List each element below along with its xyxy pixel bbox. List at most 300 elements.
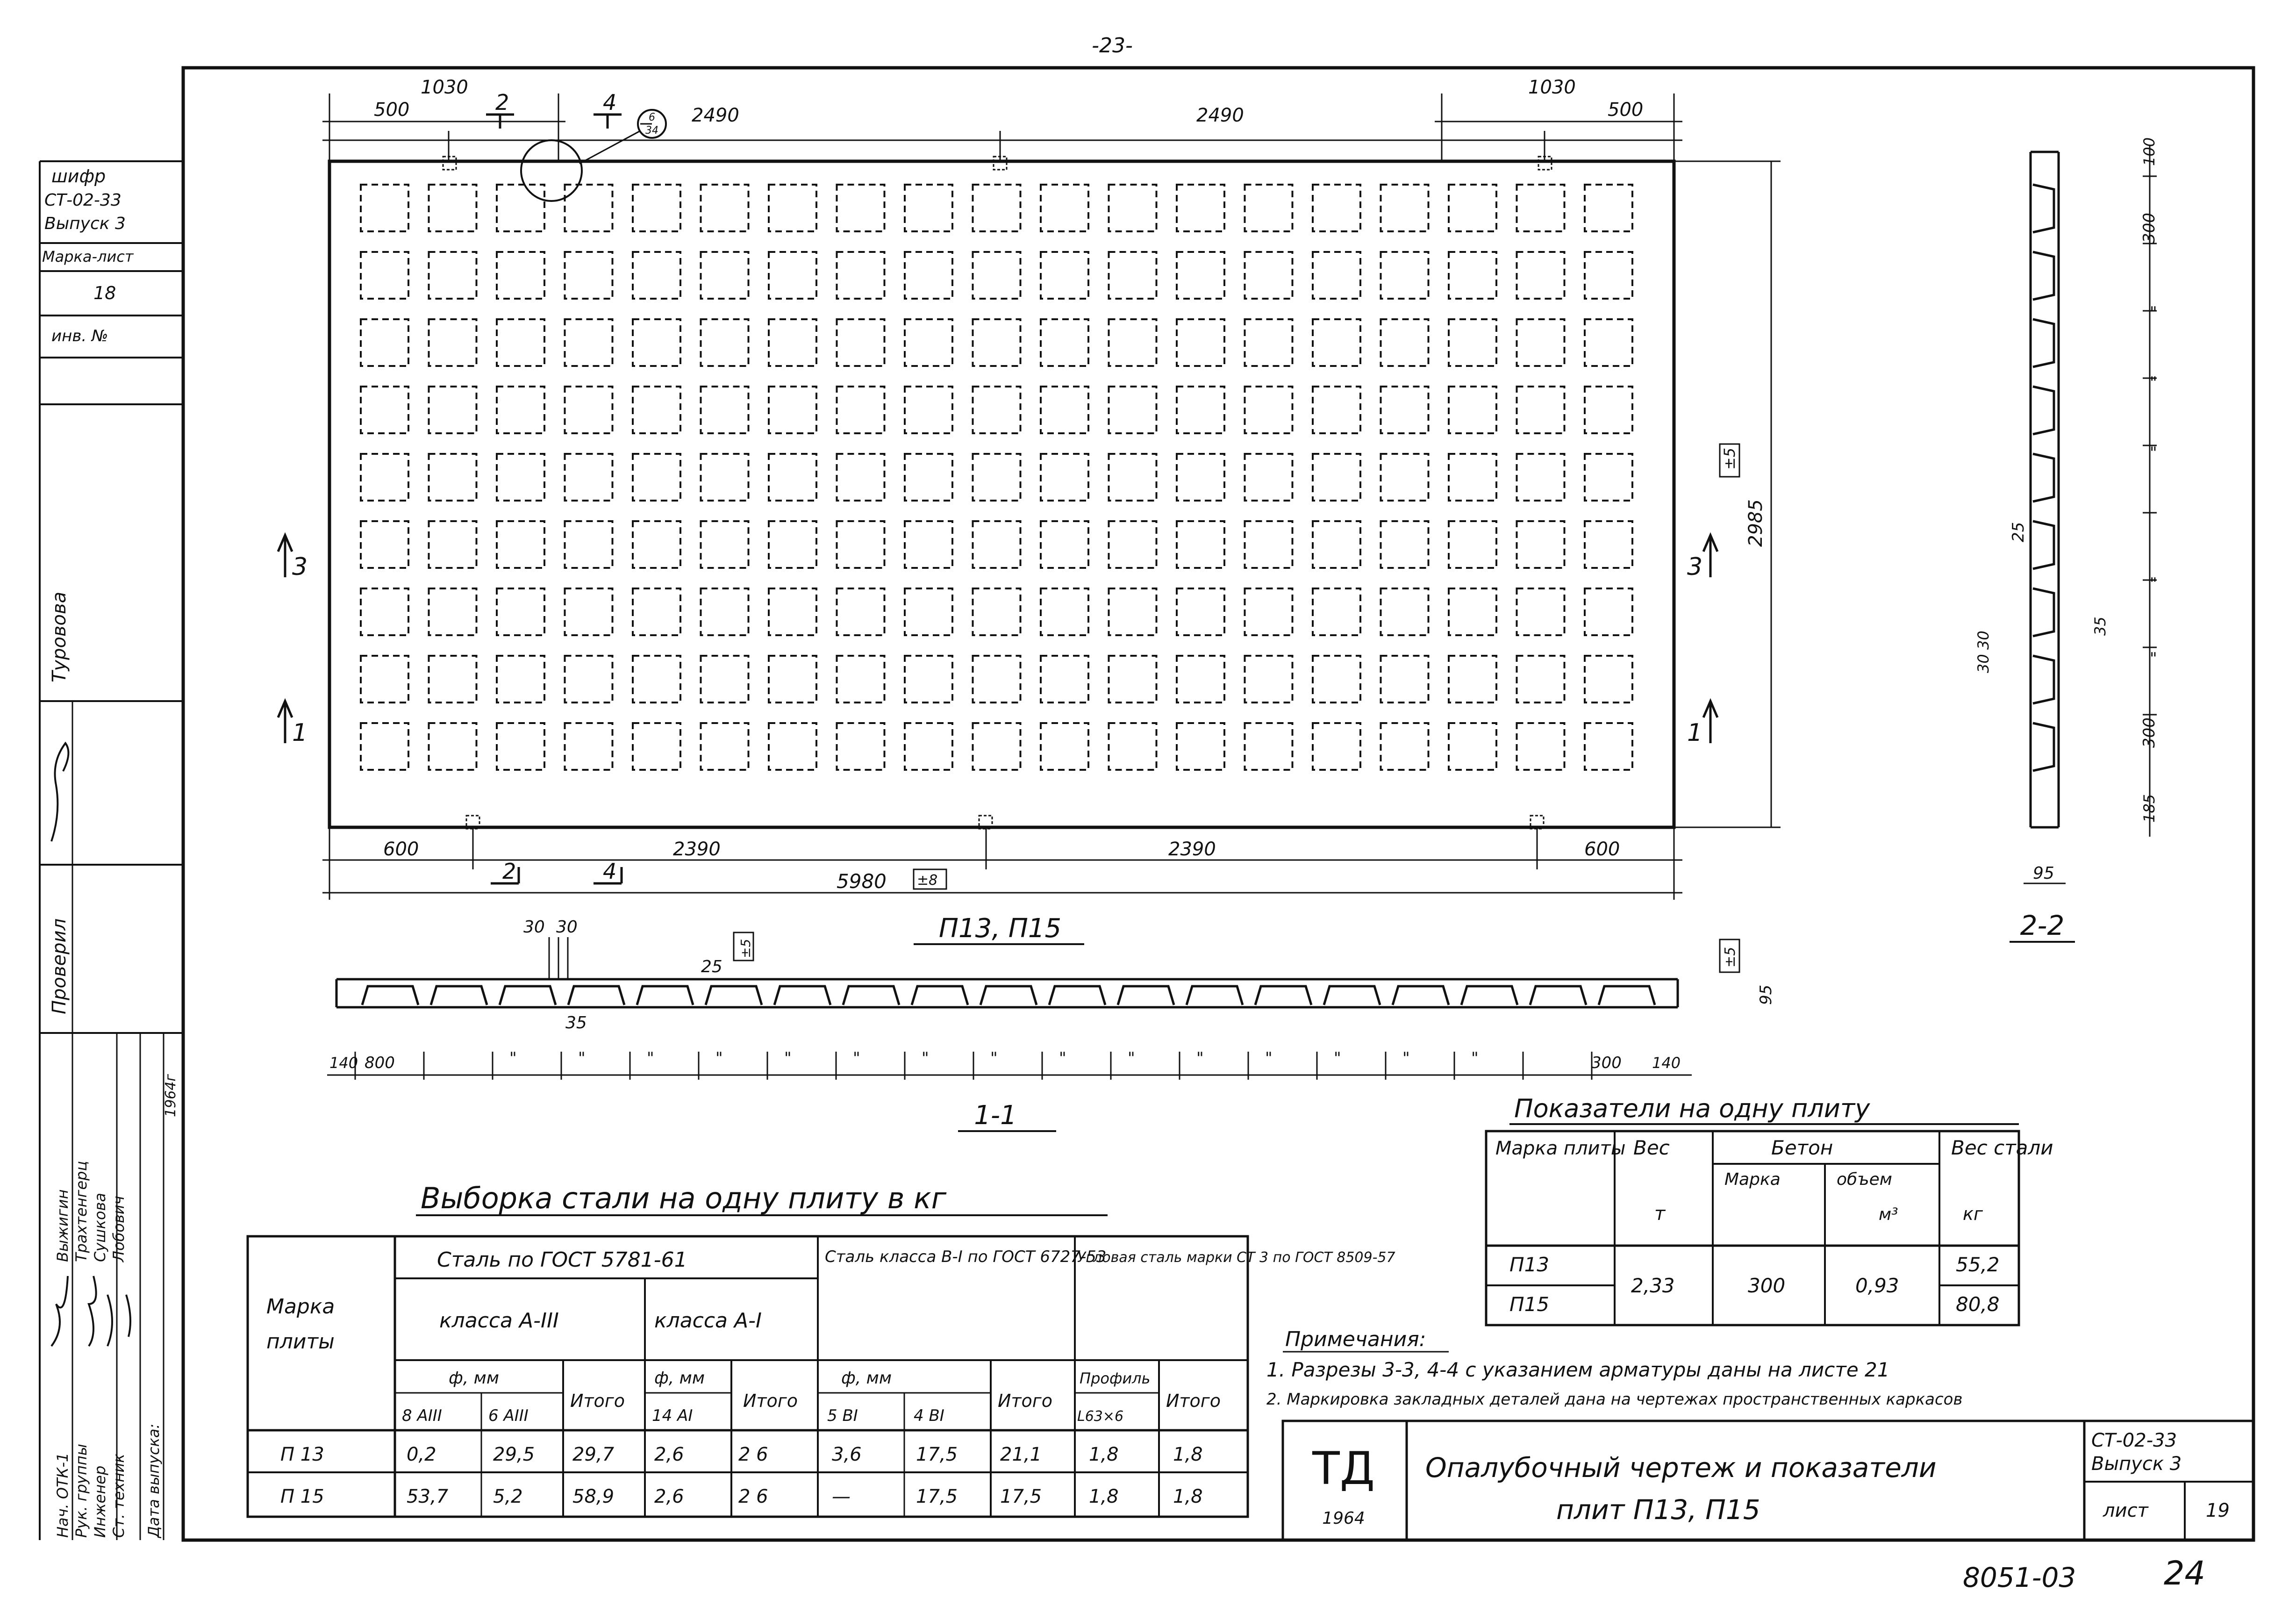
void-cell <box>497 319 544 366</box>
void-cell <box>1585 387 1632 433</box>
void-cell <box>1313 656 1360 703</box>
void-cell <box>1381 521 1429 568</box>
ind-concrete-mark: 300 <box>1748 1274 1786 1297</box>
void-cell <box>633 252 680 299</box>
sec22-dim-185: 185 <box>2140 794 2158 823</box>
void-cell <box>1109 521 1157 568</box>
section-mark-1-right: 1 <box>1687 719 1703 747</box>
void-cell <box>429 387 477 433</box>
steel-head-b1: Сталь класса В-I по ГОСТ 6727-53 <box>825 1248 1107 1266</box>
void-cell <box>1381 588 1429 635</box>
ditto-mark: " <box>784 1049 792 1068</box>
void-cell <box>429 319 477 366</box>
dim-bottom-600-right: 600 <box>1584 839 1620 860</box>
sec11-dim-140-right: 140 <box>1652 1054 1681 1072</box>
stamp-mark-sheet: 18 <box>93 283 116 303</box>
void-cell <box>837 723 885 770</box>
section-mark-4-top: 4 <box>603 90 617 115</box>
void-cell <box>1517 252 1565 299</box>
sec11-dim-140-left: 140 <box>329 1054 358 1072</box>
void-cell <box>1109 387 1157 433</box>
steel-row-mark: П 13 <box>280 1444 324 1465</box>
void-cell <box>565 723 613 770</box>
ditto-mark: " <box>1471 1049 1479 1068</box>
void-cell <box>429 521 477 568</box>
void-cell <box>1517 454 1565 501</box>
void-cell <box>497 521 544 568</box>
void-cell <box>1109 185 1157 231</box>
dim-total-length: 5980 <box>837 870 887 893</box>
ditto-mark: " <box>2150 649 2157 668</box>
steel-sub-8a3: 8 АIII <box>402 1406 442 1425</box>
void-cell <box>701 252 749 299</box>
section-void <box>2033 185 2054 232</box>
stamp-checked-label: Проверил <box>49 918 70 1014</box>
plan-view <box>278 77 1781 944</box>
logo-year: 1964 <box>1322 1509 1365 1528</box>
void-cell <box>633 723 680 770</box>
void-cell <box>1381 387 1429 433</box>
stamp-cipher-label: шифр <box>51 166 106 186</box>
ditto-mark: " <box>1128 1049 1135 1068</box>
stamp-signature-1 <box>51 743 68 841</box>
void-cell <box>1177 387 1224 433</box>
steel-rows <box>280 1444 1203 1507</box>
void-cell <box>633 387 680 433</box>
void-cell <box>633 588 680 635</box>
void-cell <box>565 387 613 433</box>
void-cell <box>1109 656 1157 703</box>
void-cell <box>701 454 749 501</box>
stamp-name-2: Трахтенгерц <box>72 1161 90 1262</box>
void-cell <box>769 454 816 501</box>
ind-head-steel: Вес стали <box>1951 1136 2053 1159</box>
void-cell <box>1517 521 1565 568</box>
void-cell <box>769 723 816 770</box>
void-cell <box>1041 319 1088 366</box>
note-1: 1. Разрезы 3-3, 4-4 с указанием арматуры даны на листе 21 <box>1266 1358 1890 1381</box>
ind-head-volume: объем <box>1837 1170 1892 1189</box>
steel-head-profile: Профиль <box>1080 1369 1151 1387</box>
section-mark-3-left: 3 <box>292 553 308 581</box>
void-cell <box>497 185 544 231</box>
sec11-tol-a: ±5 <box>738 939 753 958</box>
void-cell <box>1177 319 1224 366</box>
void-cell <box>1381 252 1429 299</box>
void-cell <box>1313 252 1360 299</box>
sec22-dim-30a: 30 <box>1974 654 1992 673</box>
steel-cell: 29,7 <box>572 1444 615 1465</box>
void-cell <box>361 454 408 501</box>
page-number: -23- <box>1092 34 1133 57</box>
void-cell <box>1245 656 1293 703</box>
void-cell <box>905 656 952 703</box>
title-block <box>1283 1421 2253 1540</box>
dim-top-2490-left: 2490 <box>692 105 739 126</box>
note-2: 2. Маркировка закладных деталей дана на чертежах пространственных каркасов <box>1266 1390 1963 1409</box>
section-void <box>2033 387 2054 434</box>
tb-issue: Выпуск 3 <box>2091 1453 2182 1475</box>
void-cell <box>1041 387 1088 433</box>
section-void <box>706 986 762 1005</box>
void-cell <box>1517 723 1565 770</box>
section-void <box>2033 319 2054 367</box>
section-mark-2-bottom: 2 <box>502 859 516 884</box>
void-cell <box>429 252 477 299</box>
void-cell <box>1177 454 1224 501</box>
void-cell <box>1245 387 1293 433</box>
steel-head-total-a1: Итого <box>743 1391 798 1411</box>
void-cell <box>1109 319 1157 366</box>
ditto-mark: " <box>647 1049 654 1068</box>
ind-row1-mark: П13 <box>1509 1253 1550 1276</box>
void-cell <box>905 454 952 501</box>
void-cell <box>1517 588 1565 635</box>
ditto-mark: " <box>922 1049 929 1068</box>
void-cell <box>1245 723 1293 770</box>
section-2-2-caption: 2-2 <box>2020 910 2065 941</box>
dim-height: 2985 <box>1745 499 1767 547</box>
void-cell <box>1449 387 1496 433</box>
ind-volume: 0,93 <box>1855 1274 1899 1297</box>
ditto-mark: " <box>2150 373 2157 392</box>
void-cell <box>769 319 816 366</box>
stamp-cipher: СТ-02-33 <box>44 191 122 210</box>
void-cell <box>565 252 613 299</box>
title-line-1: Опалубочный чертеж и показатели <box>1425 1452 1937 1484</box>
notes-title: Примечания: <box>1285 1327 1426 1351</box>
void-cell <box>361 588 408 635</box>
void-cell <box>633 319 680 366</box>
steel-cell: 1,8 <box>1173 1486 1203 1507</box>
steel-cell: 5,2 <box>493 1486 523 1507</box>
sec11-tol-b: ±5 <box>1722 946 1738 968</box>
void-cell <box>361 723 408 770</box>
ind-head-concrete: Бетон <box>1771 1136 1833 1159</box>
void-grid <box>361 185 1632 770</box>
void-cell <box>837 252 885 299</box>
void-cell <box>1245 588 1293 635</box>
void-cell <box>1041 588 1088 635</box>
steel-head-gost5781: Сталь по ГОСТ 5781-61 <box>437 1248 687 1272</box>
callout-tag-bottom: 34 <box>645 125 658 136</box>
ditto-mark: " <box>1059 1049 1066 1068</box>
void-cell <box>1381 454 1429 501</box>
section-void <box>1187 986 1243 1005</box>
void-cell <box>633 521 680 568</box>
void-cell <box>1109 454 1157 501</box>
void-cell <box>837 387 885 433</box>
steel-cell: 0,2 <box>407 1444 436 1465</box>
void-cell <box>701 319 749 366</box>
void-cell <box>769 185 816 231</box>
archive-page: 24 <box>2164 1554 2206 1592</box>
void-cell <box>361 252 408 299</box>
void-cell <box>1245 521 1293 568</box>
void-cell <box>1313 185 1360 231</box>
void-cell <box>1449 252 1496 299</box>
void-cell <box>361 319 408 366</box>
sec11-dim-35: 35 <box>565 1013 587 1032</box>
steel-cell: 2,6 <box>654 1486 684 1507</box>
steel-cell: 17,5 <box>916 1444 958 1465</box>
section-1-1-voids <box>355 986 1655 1080</box>
void-cell <box>973 454 1021 501</box>
void-cell <box>1041 656 1088 703</box>
section-mark-2-top: 2 <box>495 90 509 115</box>
stamp-issue: Выпуск 3 <box>44 214 126 233</box>
ind-head-weight-unit: т <box>1654 1203 1666 1225</box>
void-cell <box>1449 588 1496 635</box>
steel-cell: 21,1 <box>1000 1444 1042 1465</box>
sec11-ditto-marks <box>509 1049 1479 1068</box>
section-1-1-caption: 1-1 <box>974 1100 1017 1131</box>
void-cell <box>769 387 816 433</box>
steel-sub-6a3: 6 АIII <box>488 1406 529 1425</box>
void-cell <box>1381 656 1429 703</box>
section-void <box>2033 454 2054 502</box>
void-cell <box>1449 319 1496 366</box>
void-cell <box>1585 723 1632 770</box>
stamp-name-4: Лобович <box>110 1196 128 1262</box>
void-cell <box>973 656 1021 703</box>
stamp-role-1: Нач. ОТК-1 <box>54 1452 72 1538</box>
void-cell <box>565 588 613 635</box>
void-cell <box>1449 185 1496 231</box>
dim-top-2490-right: 2490 <box>1196 105 1244 126</box>
steel-head-mark-1: Марка <box>266 1295 335 1319</box>
void-cell <box>361 521 408 568</box>
void-cell <box>837 656 885 703</box>
steel-head-angle: Угловая сталь марки СТ 3 по ГОСТ 8509-57 <box>1077 1249 1395 1266</box>
void-cell <box>1177 252 1224 299</box>
void-cell <box>565 454 613 501</box>
section-void <box>2033 656 2054 703</box>
void-cell <box>1517 656 1565 703</box>
void-cell <box>1381 185 1429 231</box>
void-cell <box>973 319 1021 366</box>
section-void <box>912 986 968 1005</box>
stamp-role-4: Ст. техник <box>110 1454 128 1538</box>
void-cell <box>1177 656 1224 703</box>
ditto-mark: " <box>1334 1049 1341 1068</box>
void-cell <box>1177 185 1224 231</box>
tb-sheet-no: 19 <box>2206 1500 2230 1521</box>
section-mark-4-bottom: 4 <box>603 859 617 884</box>
steel-cell: 53,7 <box>407 1486 449 1507</box>
dim-bottom-600-left: 600 <box>383 839 419 860</box>
steel-table <box>248 1181 1395 1517</box>
void-cell <box>769 588 816 635</box>
archive-number: 8051-03 <box>1963 1562 2076 1593</box>
void-cell <box>497 588 544 635</box>
void-cell <box>905 521 952 568</box>
stamp-role-5: Дата выпуска: <box>145 1423 163 1538</box>
steel-head-total-angle: Итого <box>1166 1391 1221 1411</box>
steel-title: Выборка стали на одну плиту в кг <box>421 1181 947 1215</box>
section-void <box>1118 986 1174 1005</box>
section-void <box>1530 986 1586 1005</box>
section-void <box>500 986 556 1005</box>
steel-head-dia-a1: ф, мм <box>654 1369 705 1388</box>
steel-cell: 2 6 <box>738 1444 768 1465</box>
section-mark-1-left: 1 <box>292 719 308 747</box>
void-cell <box>1041 723 1088 770</box>
void-cell <box>1313 723 1360 770</box>
void-cell <box>429 588 477 635</box>
plate-outline <box>329 161 1674 827</box>
void-cell <box>1245 454 1293 501</box>
section-2-2 <box>1974 137 2159 942</box>
ditto-mark: " <box>509 1049 517 1068</box>
section-void <box>2033 252 2054 300</box>
tol-height: ±5 <box>1721 447 1738 470</box>
void-cell <box>973 588 1021 635</box>
ditto-mark: " <box>715 1049 723 1068</box>
void-cell <box>701 588 749 635</box>
logo-td: ТД <box>1312 1442 1375 1495</box>
void-cell <box>837 454 885 501</box>
stamp-role-2: Рук. группы <box>72 1443 90 1538</box>
ind-head-concrete-mark: Марка <box>1724 1170 1781 1189</box>
ditto-mark: " <box>990 1049 998 1068</box>
sec11-dim-30b: 30 <box>556 918 578 937</box>
void-cell <box>769 252 816 299</box>
sec22-dim-35: 35 <box>2091 617 2109 636</box>
section-void <box>1393 986 1449 1005</box>
section-void <box>1599 986 1655 1005</box>
steel-sub-14a1: 14 АI <box>652 1406 693 1425</box>
void-cell <box>905 588 952 635</box>
ditto-mark: " <box>1402 1049 1410 1068</box>
void-cell <box>973 521 1021 568</box>
ditto-mark: " <box>2150 303 2157 322</box>
stamp-mark-sheet-label: Марка-лист <box>42 248 134 265</box>
section-void <box>1324 986 1380 1005</box>
dim-bottom-2390-left: 2390 <box>673 839 721 860</box>
dim-top-500-left: 500 <box>374 99 410 121</box>
tb-sheet-label: лист <box>2103 1500 2148 1521</box>
void-cell <box>1109 588 1157 635</box>
sec22-dim-25: 25 <box>2009 522 2028 542</box>
void-cell <box>973 185 1021 231</box>
void-cell <box>429 723 477 770</box>
void-cell <box>633 454 680 501</box>
steel-cell: 17,5 <box>916 1486 958 1507</box>
steel-row-mark: П 15 <box>280 1486 324 1507</box>
void-cell <box>701 723 749 770</box>
void-cell <box>497 723 544 770</box>
void-cell <box>1585 521 1632 568</box>
void-cell <box>1313 454 1360 501</box>
sec22-dim-300-bottom: 300 <box>2140 717 2159 748</box>
void-cell <box>429 656 477 703</box>
void-cell <box>1585 185 1632 231</box>
steel-sub-5b1: 5 ВI <box>827 1406 858 1425</box>
stamp-name-3: Сушкова <box>91 1193 109 1262</box>
tol-length: ±8 <box>917 872 938 889</box>
void-cell <box>905 319 952 366</box>
void-cell <box>565 656 613 703</box>
ind-weight: 2,33 <box>1631 1274 1675 1297</box>
ditto-mark: " <box>1196 1049 1204 1068</box>
void-cell <box>497 454 544 501</box>
sec22-ditto-marks <box>2150 303 2157 668</box>
section-void <box>2033 588 2054 636</box>
steel-cell: 29,5 <box>493 1444 535 1465</box>
sec22-dim-300-top: 300 <box>2140 213 2159 243</box>
void-cell <box>1313 387 1360 433</box>
void-cell <box>633 185 680 231</box>
steel-cell: 2,6 <box>654 1444 684 1465</box>
void-cell <box>1381 319 1429 366</box>
void-cell <box>1313 588 1360 635</box>
ditto-mark: " <box>578 1049 586 1068</box>
indicators-title: Показатели на одну плиту <box>1514 1094 1870 1123</box>
void-cell <box>837 319 885 366</box>
void-cell <box>701 521 749 568</box>
void-cell <box>837 588 885 635</box>
void-cell <box>973 252 1021 299</box>
void-cell <box>1585 252 1632 299</box>
callout-tag-top: 6 <box>649 112 655 123</box>
ditto-mark: " <box>2150 574 2157 593</box>
notes <box>1266 1327 1962 1409</box>
ind-row2-mark: П15 <box>1509 1293 1550 1316</box>
section-mark-3-right: 3 <box>1687 553 1703 581</box>
void-cell <box>1245 252 1293 299</box>
section-void <box>2033 521 2054 569</box>
void-cell <box>837 185 885 231</box>
section-void <box>843 986 899 1005</box>
void-cell <box>769 656 816 703</box>
void-cell <box>1313 319 1360 366</box>
stamp-inv-label: инв. № <box>51 327 108 345</box>
void-cell <box>701 185 749 231</box>
steel-head-total-b1: Итого <box>998 1391 1053 1411</box>
ditto-mark: " <box>1265 1049 1273 1068</box>
void-cell <box>1109 252 1157 299</box>
sec11-dim-95: 95 <box>1757 984 1775 1005</box>
tb-code: СТ-02-33 <box>2091 1430 2177 1451</box>
stamp-sig-turovova: Туровова <box>49 591 70 682</box>
dim-bottom-2390-right: 2390 <box>1168 839 1216 860</box>
section-void <box>774 986 830 1005</box>
void-cell <box>1041 185 1088 231</box>
void-cell <box>1041 252 1088 299</box>
steel-head-a1: класса А-I <box>654 1309 762 1333</box>
steel-head-dia-b1: ф, мм <box>841 1369 892 1388</box>
void-cell <box>1585 319 1632 366</box>
steel-cell: 2 6 <box>738 1486 768 1507</box>
void-cell <box>1109 723 1157 770</box>
void-cell <box>1449 454 1496 501</box>
ditto-mark: " <box>2150 444 2157 462</box>
steel-cell: 3,6 <box>832 1444 862 1465</box>
void-cell <box>1177 588 1224 635</box>
void-cell <box>1177 723 1224 770</box>
void-cell <box>497 252 544 299</box>
void-cell <box>1245 185 1293 231</box>
ind-row1-steel: 55,2 <box>1956 1253 2000 1276</box>
void-cell <box>429 454 477 501</box>
ditto-mark: " <box>853 1049 860 1068</box>
steel-sub-4b1: 4 ВI <box>914 1406 944 1425</box>
void-cell <box>701 656 749 703</box>
void-cell <box>565 185 613 231</box>
dim-top-1030-left: 1030 <box>421 77 468 98</box>
ind-head-mark: Марка плиты <box>1495 1138 1626 1159</box>
